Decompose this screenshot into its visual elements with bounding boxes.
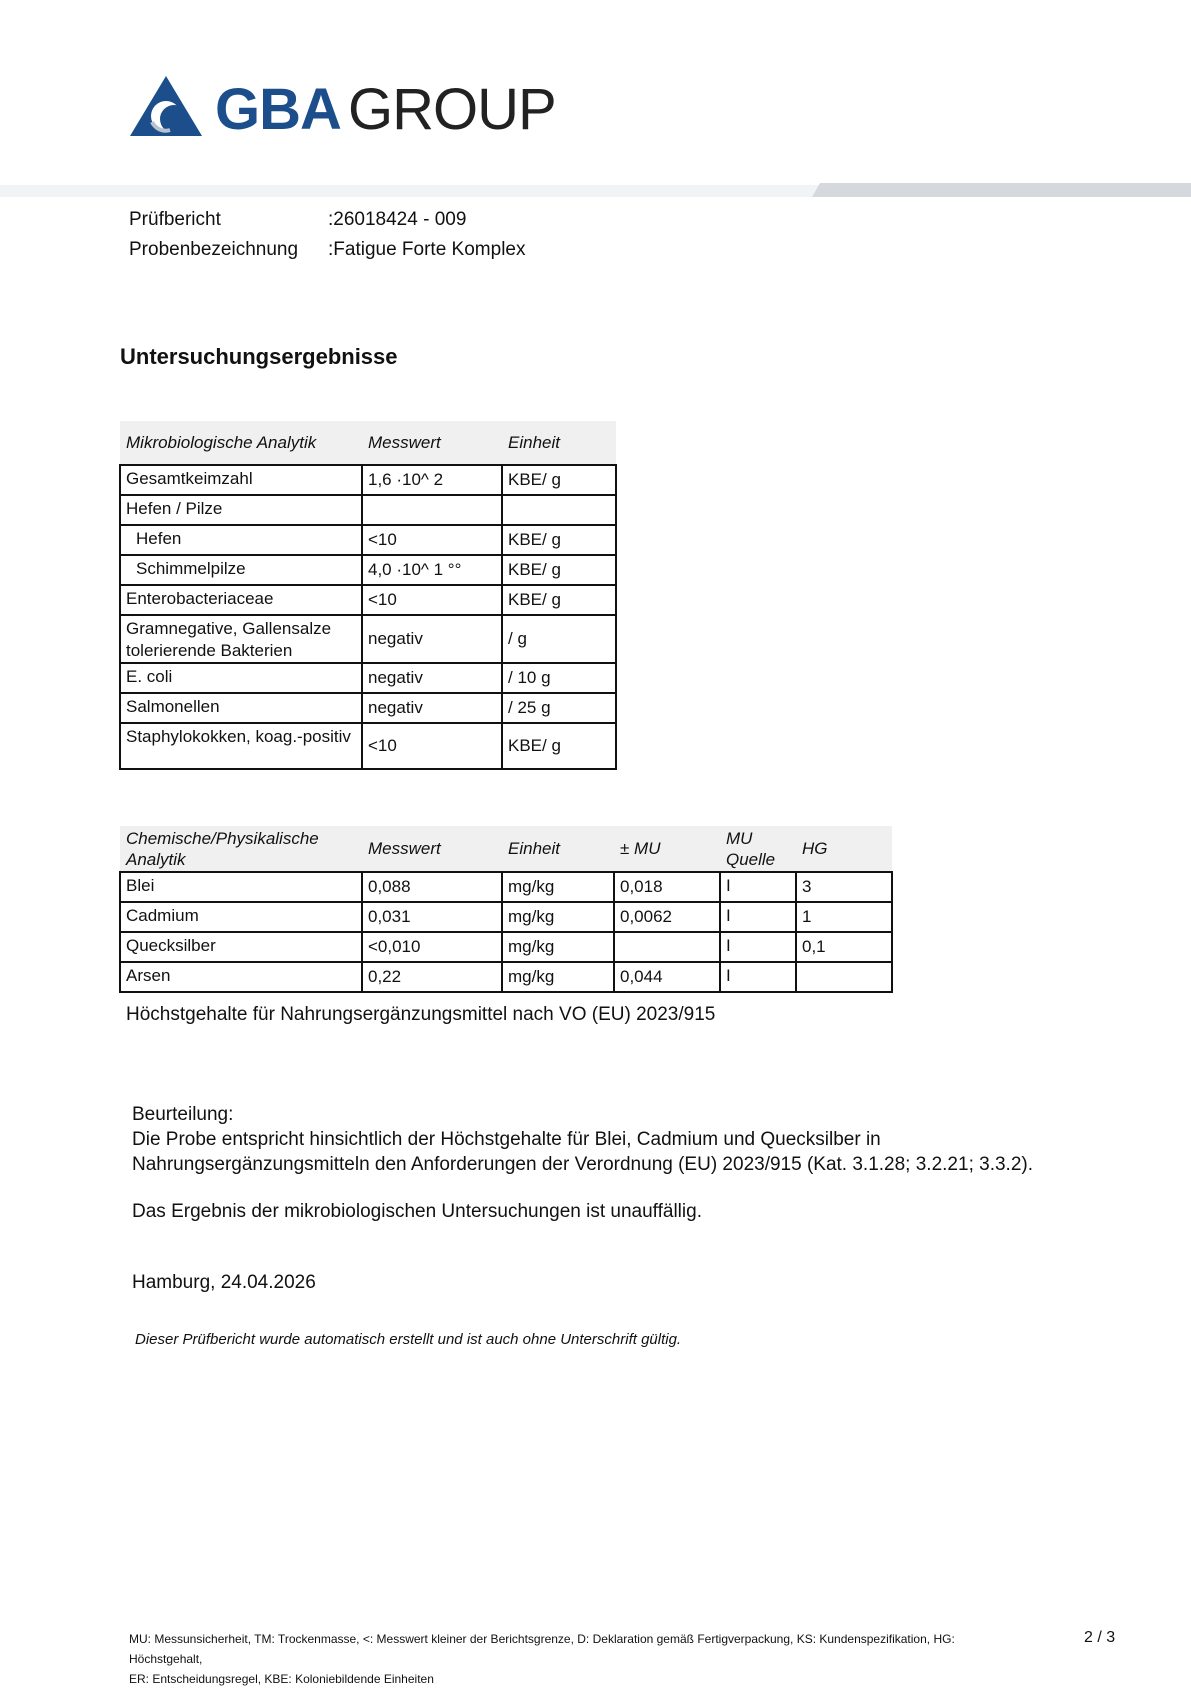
analyte-mu: 0,018 bbox=[614, 872, 720, 902]
analyte-name: Arsen bbox=[120, 962, 362, 992]
table-row bbox=[120, 585, 616, 615]
table-row bbox=[120, 932, 892, 962]
table-row bbox=[120, 693, 616, 723]
analyte-hg bbox=[796, 962, 892, 992]
analyte-value: 0,031 bbox=[362, 902, 502, 932]
report-number-value: :26018424 - 009 bbox=[328, 209, 467, 230]
table-row bbox=[120, 615, 616, 663]
table-row bbox=[120, 723, 616, 769]
column-header-unit: Einheit bbox=[502, 421, 616, 465]
analyte-hg: 0,1 bbox=[796, 932, 892, 962]
analyte-unit bbox=[502, 495, 616, 525]
analyte-name: Gramnegative, Gallensalze tolerierende Bakterien bbox=[120, 615, 362, 663]
analyte-unit: KBE/ g bbox=[502, 525, 616, 555]
analyte-name: Schimmelpilze bbox=[120, 555, 362, 585]
analyte-mu: 0,0062 bbox=[614, 902, 720, 932]
column-header-mu: ± MU bbox=[614, 826, 720, 872]
analyte-name: Enterobacteriaceae bbox=[120, 585, 362, 615]
analyte-name: E. coli bbox=[120, 663, 362, 693]
microbiology-results-table bbox=[119, 421, 617, 770]
analyte-unit: mg/kg bbox=[502, 932, 614, 962]
analyte-unit: KBE/ g bbox=[502, 585, 616, 615]
analyte-name: Salmonellen bbox=[120, 693, 362, 723]
analyte-value: 0,22 bbox=[362, 962, 502, 992]
analyte-unit: mg/kg bbox=[502, 962, 614, 992]
column-header-hg: HG bbox=[796, 826, 892, 872]
analyte-name: Quecksilber bbox=[120, 932, 362, 962]
analyte-mu-source: I bbox=[720, 962, 796, 992]
analyte-mu-source: I bbox=[720, 902, 796, 932]
page-header bbox=[0, 0, 1191, 200]
analyte-unit: mg/kg bbox=[502, 872, 614, 902]
analyte-mu-source: I bbox=[720, 932, 796, 962]
sample-name-label: Probenbezeichnung bbox=[129, 239, 299, 260]
analyte-name: Cadmium bbox=[120, 902, 362, 932]
analyte-hg: 1 bbox=[796, 902, 892, 932]
logo-text-gba: GBA bbox=[215, 77, 341, 142]
gba-group-logo bbox=[130, 76, 560, 146]
analyte-mu: 0,044 bbox=[614, 962, 720, 992]
analyte-name: Hefen bbox=[120, 525, 362, 555]
table-row bbox=[120, 962, 892, 992]
analyte-value: <0,010 bbox=[362, 932, 502, 962]
chemistry-results-table bbox=[119, 826, 893, 993]
analyte-unit: / 25 g bbox=[502, 693, 616, 723]
assessment-heading: Beurteilung: bbox=[132, 1104, 234, 1125]
analyte-unit: KBE/ g bbox=[502, 465, 616, 495]
analyte-mu bbox=[614, 932, 720, 962]
footer-legend bbox=[129, 1629, 969, 1689]
column-header-value: Messwert bbox=[362, 826, 502, 872]
analyte-value bbox=[362, 495, 502, 525]
analyte-name: Gesamtkeimzahl bbox=[120, 465, 362, 495]
table-row bbox=[120, 663, 616, 693]
place-and-date: Hamburg, 24.04.2026 bbox=[132, 1272, 316, 1293]
analyte-unit: / g bbox=[502, 615, 616, 663]
analyte-value: <10 bbox=[362, 585, 502, 615]
analyte-name: Hefen / Pilze bbox=[120, 495, 362, 525]
section-title: Untersuchungsergebnisse bbox=[120, 344, 398, 369]
table-header-row bbox=[120, 826, 892, 872]
analyte-name: Blei bbox=[120, 872, 362, 902]
table-row bbox=[120, 465, 616, 495]
analyte-unit: KBE/ g bbox=[502, 555, 616, 585]
analyte-hg: 3 bbox=[796, 872, 892, 902]
report-number-label: Prüfbericht bbox=[129, 209, 221, 230]
column-header-analyte: Mikrobiologische Analytik bbox=[120, 421, 362, 465]
analyte-name: Staphylokokken, koag.-positiv bbox=[120, 723, 362, 769]
sample-name-value: :Fatigue Forte Komplex bbox=[328, 239, 526, 260]
assessment-block bbox=[132, 1102, 1033, 1224]
footer-legend-line: ER: Entscheidungsregel, KBE: Koloniebildende Einheiten bbox=[129, 1672, 434, 1686]
analyte-unit: KBE/ g bbox=[502, 723, 616, 769]
analyte-value: <10 bbox=[362, 525, 502, 555]
analyte-value: 1,6 ·10^ 2 bbox=[362, 465, 502, 495]
assessment-text-line: Die Probe entspricht hinsichtlich der Höchstgehalte für Blei, Cadmium und Quecksilber in bbox=[132, 1129, 881, 1150]
column-header-analyte: Chemische/Physikalische Analytik bbox=[120, 826, 362, 872]
max-levels-note: Höchstgehalte für Nahrungsergänzungsmittel nach VO (EU) 2023/915 bbox=[126, 1004, 716, 1025]
assessment-text-line: Das Ergebnis der mikrobiologischen Untersuchungen ist unauffällig. bbox=[132, 1201, 702, 1222]
assessment-text-line: Nahrungsergänzungsmitteln den Anforderungen der Verordnung (EU) 2023/915 (Kat. 3.1.28; 3.2.21; 3.3.2). bbox=[132, 1154, 1033, 1175]
page-number: 2 / 3 bbox=[1084, 1629, 1116, 1646]
table-row bbox=[120, 872, 892, 902]
table-row bbox=[120, 902, 892, 932]
analyte-value: <10 bbox=[362, 723, 502, 769]
auto-generated-note: Dieser Prüfbericht wurde automatisch erstellt und ist auch ohne Unterschrift gültig. bbox=[135, 1331, 682, 1348]
column-header-value: Messwert bbox=[362, 421, 502, 465]
column-header-unit: Einheit bbox=[502, 826, 614, 872]
table-row bbox=[120, 525, 616, 555]
analyte-value: 0,088 bbox=[362, 872, 502, 902]
analyte-unit: mg/kg bbox=[502, 902, 614, 932]
analyte-value: negativ bbox=[362, 693, 502, 723]
table-row bbox=[120, 555, 616, 585]
column-header-mu-source: MU Quelle bbox=[720, 826, 796, 872]
assessment-spacer bbox=[132, 1177, 1033, 1199]
table-row bbox=[120, 495, 616, 525]
analyte-value: negativ bbox=[362, 615, 502, 663]
header-divider-bar bbox=[0, 183, 1191, 197]
analyte-value: negativ bbox=[362, 663, 502, 693]
footer-legend-line: MU: Messunsicherheit, TM: Trockenmasse, <: Messwert kleiner der Berichtsgrenze, D: Deklaration gemäß Fertigverpackung, KS: Kundenspezifikation, HG: Höchstgehalt, bbox=[129, 1632, 955, 1666]
table-header-row bbox=[120, 421, 616, 465]
analyte-unit: / 10 g bbox=[502, 663, 616, 693]
logo-triangle-icon bbox=[130, 76, 206, 138]
analyte-value: 4,0 ·10^ 1 °° bbox=[362, 555, 502, 585]
analyte-mu-source: I bbox=[720, 872, 796, 902]
logo-text-group: GROUP bbox=[348, 77, 556, 142]
